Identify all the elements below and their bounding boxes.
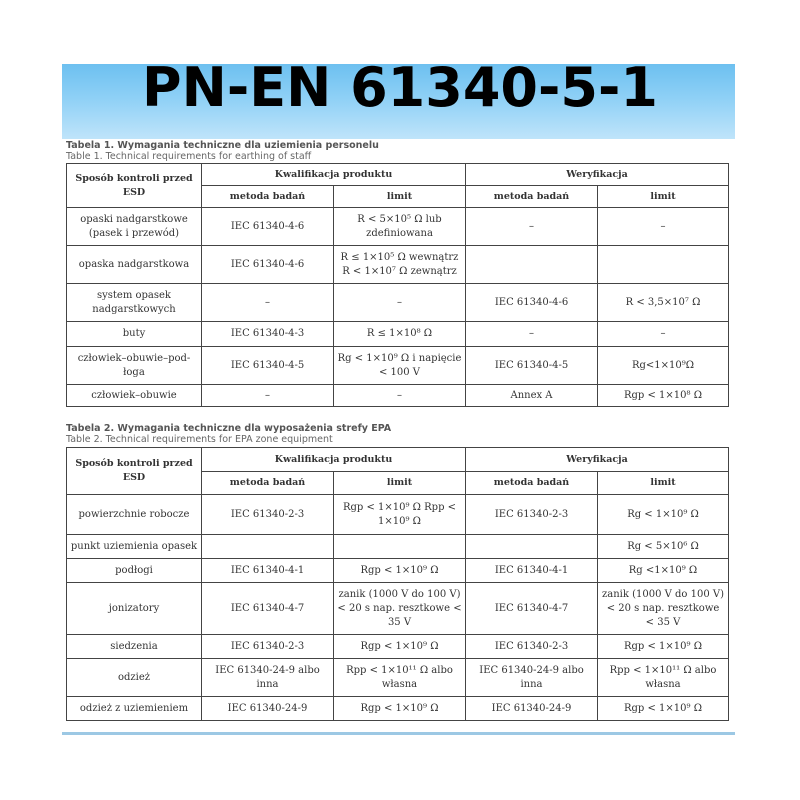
table-cell: IEC 61340-2-3 [466,635,598,659]
table-cell: Rgp < 1×10⁹ Ω Rpp < 1×10⁹ Ω [334,495,466,535]
table-cell: IEC 61340-4-7 [202,583,334,635]
table-cell: opaski nadgarstkowe (pasek i przewód) [67,208,202,246]
table1-caption-pl [66,140,379,151]
table-cell: Rg <1×10⁹ Ω [598,559,729,583]
table-cell: buty [67,322,202,347]
table-cell: punkt uziemienia opasek [67,535,202,559]
table-cell: człowiek–obuwie [67,385,202,407]
table-row [67,559,729,583]
header-limit-verification: limit [598,186,729,208]
header-limit: limit [334,472,466,495]
table-cell: IEC 61340-24-9 [202,697,334,721]
table-cell: Rg<1×10⁹Ω [598,347,729,385]
table-cell: Rgp < 1×10⁹ Ω [334,559,466,583]
header-esd-method: Sposób kontroli przed ESD [67,448,202,495]
document-title: PN-EN 61340-5-1 [142,56,658,119]
table-cell [598,246,729,284]
table-row [67,659,729,697]
table-cell: IEC 61340-4-1 [202,559,334,583]
header-test-method: metoda badań [202,186,334,208]
table2-caption-pl-text: Tabela 2. Wymagania techniczne dla wyposażenia strefy EPA [66,423,392,434]
header-test-method-verification: metoda badań [466,472,598,495]
table-cell [202,535,334,559]
table-cell: zanik (1000 V do 100 V) < 20 s nap. resztkowe < 35 V [598,583,729,635]
header-limit: limit [334,186,466,208]
header-test-method-verification: metoda badań [466,186,598,208]
table-cell: R < 3,5×10⁷ Ω [598,284,729,322]
table-cell: Rgp < 1×10⁹ Ω [598,635,729,659]
table-cell: – [202,284,334,322]
table-cell: zanik (1000 V do 100 V) < 20 s nap. resztkowe < 35 V [334,583,466,635]
table-cell: powierzchnie robocze [67,495,202,535]
table-cell: IEC 61340-4-6 [202,208,334,246]
table-cell: Rg < 1×10⁹ Ω [598,495,729,535]
table-cell: IEC 61340-4-5 [466,347,598,385]
table-row [67,583,729,635]
table-row [67,697,729,721]
table2-caption-en: Table 2. Technical requirements for EPA zone equipment [66,434,333,445]
table-cell: – [334,385,466,407]
table-cell: opaska nadgarstkowa [67,246,202,284]
table-cell: – [598,208,729,246]
table-cell: Rpp < 1×10¹¹ Ω albo własna [334,659,466,697]
table-cell: Rpp < 1×10¹¹ Ω albo własna [598,659,729,697]
table-cell: Rgp < 1×10⁹ Ω [334,697,466,721]
table-cell: Rgp < 1×10⁹ Ω [598,697,729,721]
table-epa-equipment [66,447,729,721]
table-cell: – [466,322,598,347]
table-cell [466,535,598,559]
table-row [67,495,729,535]
table-cell [334,535,466,559]
table-cell: IEC 61340-24-9 albo inna [466,659,598,697]
table-cell: – [202,385,334,407]
table-cell: IEC 61340-24-9 [466,697,598,721]
table-cell: IEC 61340-4-6 [202,246,334,284]
table-cell: Rgp < 1×10⁹ Ω [334,635,466,659]
table-cell: IEC 61340-2-3 [202,635,334,659]
table-cell: siedzenia [67,635,202,659]
table-cell: IEC 61340-4-3 [202,322,334,347]
table-cell [466,246,598,284]
table-cell: IEC 61340-24-9 albo inna [202,659,334,697]
table-cell: odzież [67,659,202,697]
table-cell: IEC 61340-4-5 [202,347,334,385]
header-verification: Weryfikacja [466,164,729,186]
table-row [67,535,729,559]
header-esd-method: Sposób kontroli przed ESD [67,164,202,208]
header-verification: Weryfikacja [466,448,729,472]
bottom-divider [62,732,735,735]
table-cell: – [466,208,598,246]
table-cell: R < 5×10⁵ Ω lub zdefiniowana [334,208,466,246]
table-row [67,635,729,659]
table-row [67,347,729,385]
table-cell: podłogi [67,559,202,583]
table1-caption-en: Table 1. Technical requirements for earthing of staff [66,151,312,162]
table1-caption-pl-text: Tabela 1. Wymagania techniczne dla uziemienia personelu [66,140,379,151]
table2-caption-pl [66,423,391,434]
table-cell: IEC 61340-2-3 [466,495,598,535]
table-cell: R ≤ 1×10⁸ Ω [334,322,466,347]
table-row [67,284,729,322]
table-cell: system opasek nadgarstkowych [67,284,202,322]
header-qualification: Kwalifikacja produktu [202,164,466,186]
table-cell: IEC 61340-4-6 [466,284,598,322]
table-cell: jonizatory [67,583,202,635]
header-qualification: Kwalifikacja produktu [202,448,466,472]
table-row [67,385,729,407]
table-staff-earthing [66,163,729,407]
header-limit-verification: limit [598,472,729,495]
table-cell: R ≤ 1×10⁵ Ω wewnątrz R < 1×10⁷ Ω zewnątrz [334,246,466,284]
table-cell: Rg < 5×10⁶ Ω [598,535,729,559]
table-cell: – [334,284,466,322]
table-cell: Rgp < 1×10⁸ Ω [598,385,729,407]
table-row [67,246,729,284]
table-row [67,322,729,347]
table-cell: Annex A [466,385,598,407]
header-test-method: metoda badań [202,472,334,495]
table-cell: człowiek–obuwie–pod-łoga [67,347,202,385]
table-row [67,208,729,246]
table-cell: Rg < 1×10⁹ Ω i napięcie < 100 V [334,347,466,385]
table-cell: IEC 61340-4-1 [466,559,598,583]
table-cell: IEC 61340-2-3 [202,495,334,535]
table-cell: IEC 61340-4-7 [466,583,598,635]
table-cell: – [598,322,729,347]
table-cell: odzież z uziemieniem [67,697,202,721]
